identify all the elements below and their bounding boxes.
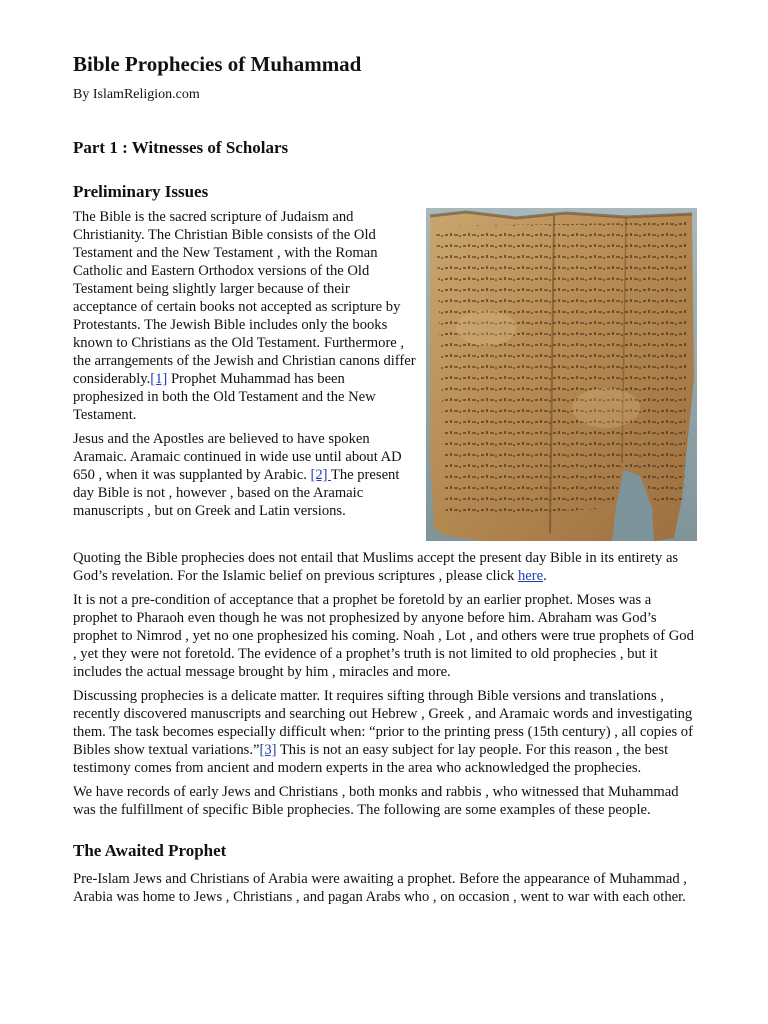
byline: By IslamReligion.com (73, 87, 200, 102)
section-heading-preliminary-issues: Preliminary Issues (73, 182, 209, 201)
paragraph (73, 549, 696, 585)
part-heading: Part 1 : Witnesses of Scholars (73, 138, 289, 157)
paragraph-text: Prophet Muhammad has been prophesized in both the Old Testament and the New Testament. (73, 371, 376, 423)
here-link[interactable]: here (517, 568, 544, 584)
paragraph-text: This is not an easy subject for lay people. For this reason , the best testimony comes from ancient and modern experts in the area who acknowledged the prophecies. (73, 742, 669, 776)
section-heading-awaited-prophet: The Awaited Prophet (73, 841, 227, 860)
paragraph: It is not a pre-condition of acceptance that a prophet be foretold by an earlier prophet. Moses was a prophet to Pharaoh even though he was not prophesized by anyone before him. Abraham was God’s prophet to Nimrod , yet no one prophesized his coming. Noah , Lot , and others were true prophets of God , yet they were not foretold. The evidence of a prophet’s truth is not limited to old prophecies , but it includes the actual message brought by him , miracles and more. (73, 592, 694, 680)
scroll-manuscript-image (426, 208, 697, 541)
paragraph-text: The Bible is the sacred scripture of Judaism and Christianity. The Christian Bible consists of the Old Testament and the New Testament , with the Roman Catholic and Eastern Orthodox versions of the Old Testament being slightly larger because of their acceptance of certain books not accepted as scripture by Protestants. The Jewish Bible includes only the books known to Christians as the Old Testament. Furthermore , the arrangements of the Jewish and Christian canons differ considerably. (73, 209, 416, 387)
paragraph: We have records of early Jews and Christians , both monks and rabbis , who witnessed that Muhammad was the fulfillment of specific Bible prophecies. The following are some examples of these people. (73, 784, 679, 818)
paragraph-text: . (543, 568, 547, 584)
paragraph (73, 687, 696, 777)
paragraph-text: Discussing prophecies is a delicate matter. It requires sifting through Bible versions and translations , recently discovered manuscripts and searching out Hebrew , Greek , and Aramaic words and investigating them. The task becomes especially difficult when: “prior to the printing press (15th century) , all copies of Bibles show textual variations.” (73, 688, 693, 758)
paragraph-text: The present day Bible is not , however , based on the Aramaic manuscripts , but on Greek and Latin versions. (73, 467, 400, 519)
paragraph: Pre-Islam Jews and Christians of Arabia were awaiting a prophet. Before the appearance of Muhammad , Arabia was home to Jews , Christians , and pagan Arabs who , on occasion , went to war with each other. (73, 871, 687, 905)
paragraph-text: Quoting the Bible prophecies does not entail that Muslims accept the present day Bible in its entirety as God’s revelation. For the Islamic belief on previous scriptures , please click (73, 550, 679, 584)
footnote-link-3[interactable]: [3] (259, 742, 277, 758)
footnote-link-1[interactable]: [1] (150, 371, 168, 387)
paragraph-text: Jesus and the Apostles are believed to have spoken Aramaic. Aramaic continued in wide use until about AD 650 , when it was supplanted by Arabic. (73, 431, 402, 483)
footnote-link-2[interactable]: [2] (310, 467, 331, 483)
page-title: Bible Prophecies of Muhammad (73, 52, 362, 76)
